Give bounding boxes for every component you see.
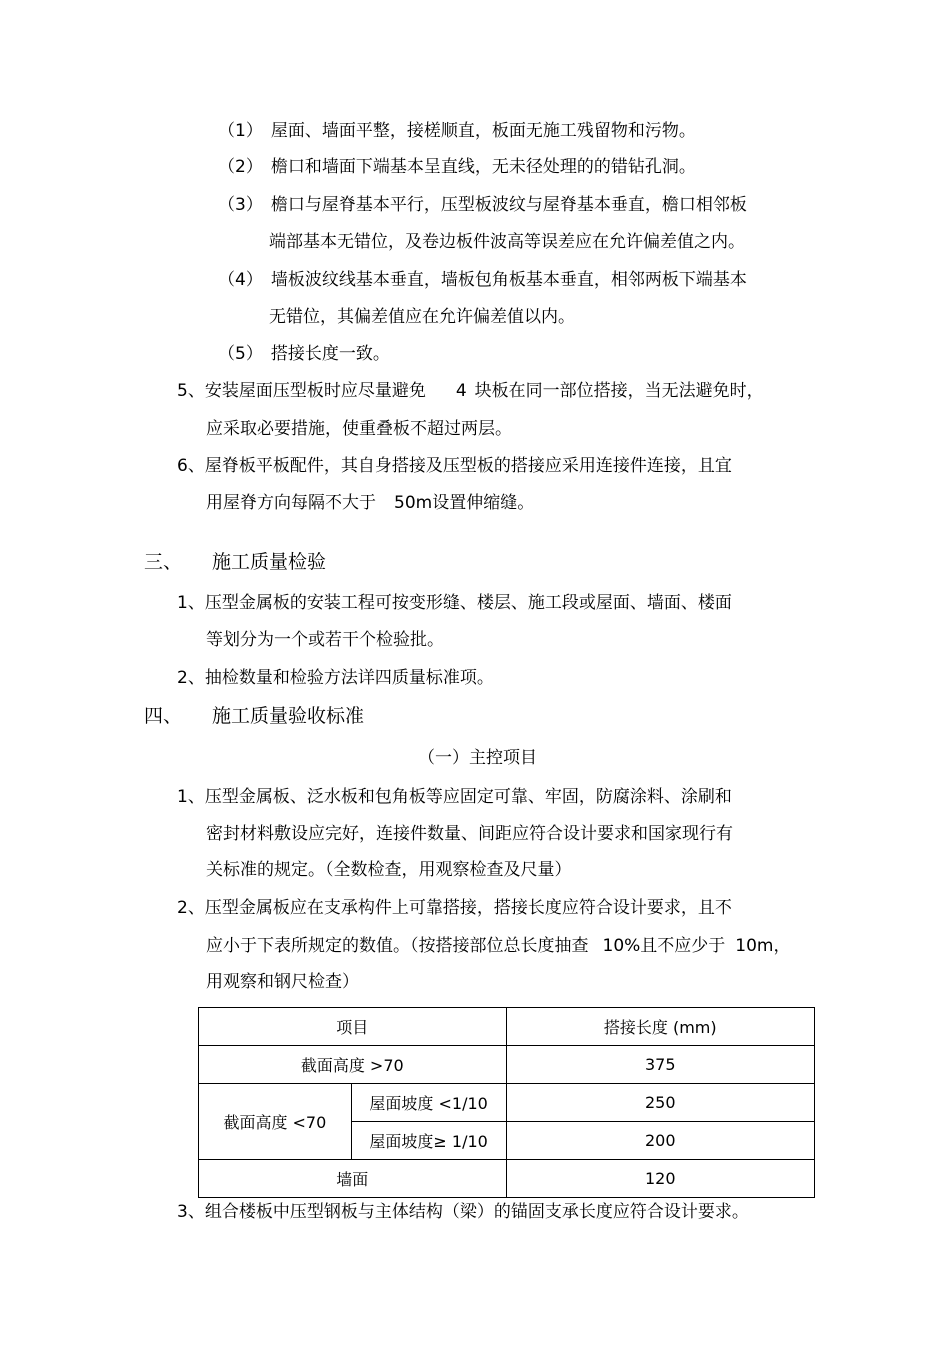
section-4-item-1-cont2: 关标准的规定。（全数检查，用观察检查及尺量） — [206, 860, 572, 880]
table-cell: 250 — [506, 1084, 814, 1122]
section-title: 施工质量验收标准 — [212, 705, 365, 727]
sub-item-5 — [218, 344, 390, 364]
section-4-item-2-cont2: 用观察和钢尺检查） — [206, 972, 359, 992]
item-text: 抽检数量和检验方法详四质量标准项。 — [204, 668, 494, 688]
sub-item-3 — [218, 195, 747, 215]
item-5 — [177, 381, 764, 401]
section-3-item-1 — [177, 593, 732, 613]
section-4-item-1-cont: 密封材料敷设应完好，连接件数量、间距应符合设计要求和国家现行有 — [206, 824, 733, 844]
sub-item-number: （5） — [218, 344, 263, 364]
item-text-b: 块板在同一部位搭接，当无法避免时， — [474, 381, 764, 401]
table-cell: 截面高度 >70 — [199, 1046, 507, 1084]
section-title: 施工质量检验 — [212, 551, 327, 573]
section-4-item-2-cont — [206, 936, 791, 956]
item-number: 1、 — [177, 593, 205, 613]
table-header-length: 搭接长度 (mm) — [506, 1008, 814, 1046]
item-text: 压型金属板的安装工程可按变形缝、楼层、施工段或屋面、墙面、楼面 — [204, 593, 732, 613]
sub-item-number: （2） — [218, 157, 263, 177]
sub-item-text: 搭接长度一致。 — [270, 344, 390, 364]
section-number: 三、 — [144, 551, 183, 573]
item-number: 5、 — [177, 381, 205, 401]
item-text: 安装屋面压型板时应尽量避免 — [204, 381, 426, 401]
sub-item-4-cont: 无错位，其偏差值应在允许偏差值以内。 — [269, 307, 575, 327]
table-cell: 200 — [506, 1122, 814, 1160]
item-number: 1、 — [177, 787, 205, 807]
table-row — [199, 1046, 815, 1084]
item-text-a: 应小于下表所规定的数值。（按搭接部位总长度抽查 — [206, 936, 589, 956]
sub-item-number: （1） — [218, 121, 263, 141]
sub-item-4 — [218, 270, 747, 290]
item-number: 2、 — [177, 668, 205, 688]
sub-item-number: （4） — [218, 270, 263, 290]
table-header-item: 项目 — [199, 1008, 507, 1046]
section-3-heading — [144, 552, 326, 572]
overlap-length-table — [198, 1007, 815, 1198]
sub-item-text: 檐口和墙面下端基本呈直线，无未径处理的的错钻孔洞。 — [270, 157, 696, 177]
length-value: 10m， — [735, 936, 791, 956]
item-6 — [177, 456, 732, 476]
sub-item-number: （3） — [218, 195, 263, 215]
item-number: 6、 — [177, 456, 205, 476]
item-number: 2、 — [177, 898, 205, 918]
item-text-a: 用屋脊方向每隔不大于 — [206, 493, 376, 513]
item-number-value: 4 — [455, 381, 467, 401]
item-text: 压型金属板、泛水板和包角板等应固定可靠、牢固，防腐涂料、涂刷和 — [204, 787, 732, 807]
section-number: 四、 — [144, 705, 183, 727]
sub-heading: （一）主控项目 — [418, 748, 537, 768]
item-text: 压型金属板应在支承构件上可靠搭接，搭接长度应符合设计要求，且不 — [204, 898, 732, 918]
section-4-item-3 — [177, 1202, 749, 1222]
table-cell: 375 — [506, 1046, 814, 1084]
percent-value: 10% — [602, 936, 641, 956]
table-cell: 120 — [506, 1160, 814, 1198]
section-4-heading — [144, 706, 364, 726]
sub-item-2 — [218, 157, 696, 177]
section-3-item-2 — [177, 668, 494, 688]
item-number: 3、 — [177, 1202, 205, 1222]
section-4-item-1 — [177, 787, 732, 807]
section-3-item-1-cont: 等划分为一个或若干个检验批。 — [206, 630, 444, 650]
sub-item-3-cont: 端部基本无错位，及卷边板件波高等误差应在允许偏差值之内。 — [269, 232, 745, 252]
item-text: 组合楼板中压型钢板与主体结构（梁）的锚固支承长度应符合设计要求。 — [204, 1202, 749, 1222]
table-header-row — [199, 1008, 815, 1046]
item-6-cont — [206, 493, 534, 513]
sub-item-1 — [218, 121, 696, 141]
table-row — [199, 1160, 815, 1198]
sub-item-text: 檐口与屋脊基本平行，压型板波纹与屋脊基本垂直，檐口相邻板 — [270, 195, 747, 215]
table-row — [199, 1084, 815, 1122]
sub-item-text: 屋面、墙面平整，接槎顺直，板面无施工残留物和污物。 — [270, 121, 696, 141]
item-text-b: 设置伸缩缝。 — [432, 493, 535, 513]
item-text: 屋脊板平板配件，其自身搭接及压型板的搭接应采用连接件连接，且宜 — [204, 456, 732, 476]
table-cell: 屋面坡度≥ 1/10 — [351, 1122, 506, 1160]
item-5-cont: 应采取必要措施，使重叠板不超过两层。 — [206, 419, 512, 439]
item-text-b: 且不应少于 — [640, 936, 726, 956]
section-4-item-2 — [177, 898, 732, 918]
item-number-value: 50m — [394, 493, 433, 513]
table-cell: 截面高度 <70 — [199, 1084, 352, 1160]
table-cell: 屋面坡度 <1/10 — [351, 1084, 506, 1122]
sub-item-text: 墙板波纹线基本垂直，墙板包角板基本垂直，相邻两板下端基本 — [270, 270, 747, 290]
table-cell: 墙面 — [199, 1160, 507, 1198]
